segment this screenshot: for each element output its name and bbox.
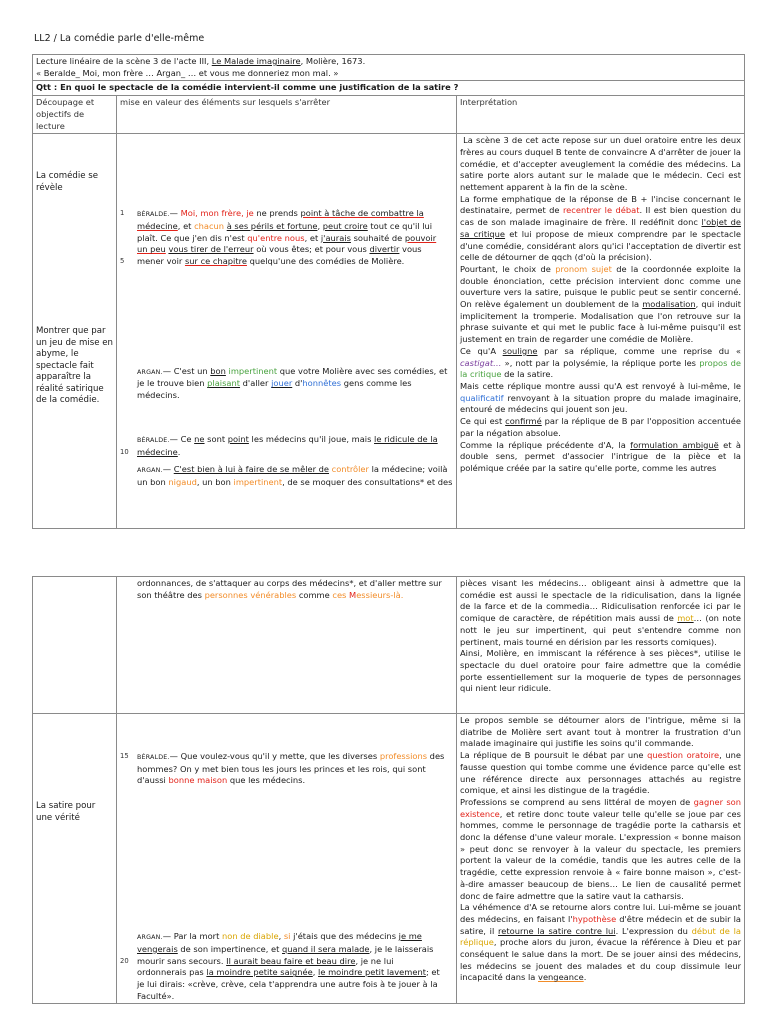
play-text-line <box>120 208 453 221</box>
play-text-fragment: où vous êtes; et pour vous <box>253 244 370 255</box>
play-text-line <box>120 775 453 787</box>
play-text-fragment: , et <box>177 220 195 231</box>
play-text-line <box>120 221 453 233</box>
play-text-fragment: d'aussi <box>137 775 169 786</box>
play-text-line <box>120 434 453 447</box>
play-text-fragment: nigaud <box>168 476 197 487</box>
text-fragment: recentrer le débat <box>562 205 640 216</box>
speaker-name: ARGAN. <box>137 467 163 475</box>
text-column <box>117 714 457 1004</box>
text-fragment: … (on note nott le jeu sur impertinent, qui peut s'entendre comme non pertinent, mais tourné en dérision par les ressorts comiques). <box>460 613 741 647</box>
interp-paragraph <box>460 135 741 194</box>
line-number: 20 <box>120 956 129 965</box>
text-fragment: . L'expression du <box>615 925 692 936</box>
play-text-fragment: contrôler <box>331 464 369 475</box>
play-text-line <box>120 378 453 390</box>
play-text-fragment: Moi, mon frère, je <box>180 208 254 219</box>
play-text-fragment: souhaité de <box>350 232 405 243</box>
play-text-fragment: peut croire <box>322 220 368 231</box>
text-fragment: par la réplique de B par l'opposition accentuée par la négation absolue. <box>460 416 741 438</box>
text-fragment: vengeance <box>538 972 584 983</box>
play-text-line <box>120 751 453 764</box>
play-text-fragment: — <box>162 931 174 942</box>
play-text-fragment: vous <box>399 244 422 255</box>
play-text-line <box>120 944 453 956</box>
interp-paragraph <box>460 578 741 648</box>
section-label-mise-en-abyme: Montrer que par un jeu de mise en abyme, le spectacle fait apparaître la réalité satirique de la comédie. <box>36 326 113 406</box>
text-fragment: Comme la réplique précédente d'A, la <box>460 439 631 450</box>
play-text-fragment: que votre Molière avec ses comédies, et <box>277 365 448 376</box>
play-text-fragment: , <box>317 220 323 231</box>
play-text-fragment: pouvoir <box>404 232 437 243</box>
interp-paragraph <box>460 648 741 695</box>
text-fragment: La réplique de B poursuit le débat par une <box>460 750 648 761</box>
play-text-fragment: — <box>169 433 181 444</box>
reading-table-part-1 <box>32 54 745 529</box>
play-text-line <box>120 991 453 1003</box>
play-text-fragment: je le trouve bien <box>137 378 208 389</box>
play-text-fragment: hommes? On y met bien tous les jours les princes et les rois, qui sont <box>137 763 426 774</box>
play-text-fragment: , et <box>304 232 321 243</box>
play-text-fragment: honnêtes <box>302 378 342 389</box>
play-text-fragment: tout ce qu'il lui <box>367 220 433 231</box>
play-text-fragment: d'aller <box>240 378 272 389</box>
play-text-fragment: de son impertinence, et <box>177 943 283 954</box>
text-fragment: formulation ambiguë <box>630 439 719 450</box>
text-fragment: La forme emphatique de la réponse de B + l'incise concernant le destinataire, permet de <box>460 193 741 216</box>
text-fragment: confirmé <box>505 416 542 427</box>
text-fragment: par sa réplique, comme une reprise du « <box>537 345 741 356</box>
interp-paragraph <box>460 715 741 750</box>
play-text-fragment: mener voir <box>137 256 185 267</box>
play-text-fragment: la médecine; voilà <box>368 464 448 475</box>
play-text-fragment: divertir <box>369 244 400 255</box>
text-fragment: et lui propose de mieux comprendre par le spectacle d'une comédie, considérant alors qu'ici l'acceptation de divertir est celle de détourner de qqch (d'où la précision). <box>460 228 742 263</box>
play-text-fragment: bon <box>210 365 226 376</box>
play-text-fragment: vous tirer de l'erreur <box>168 244 254 255</box>
play-text-fragment: point <box>227 433 249 444</box>
text-fragment: pièces visant les médecins… obligeant ainsi à admettre que la comédie est aussi le spectacle de la ridiculisation, dans la lignée de la farce et de la commedia… Ridiculisation renforcée ici par le comique de caractère, de répétition mais aussi de <box>460 578 741 624</box>
replique-beralde-1 <box>120 208 453 268</box>
play-text-line <box>120 979 453 991</box>
replique-beralde-3 <box>120 751 453 787</box>
text-fragment: renvoyant à la situation propre du malade imaginaire, entouré de médecins qui jouent son jeu. <box>460 392 741 415</box>
play-title: Le Malade imaginaire <box>211 56 301 66</box>
play-text-fragment: comme <box>296 589 333 600</box>
play-text-fragment: ne <box>194 433 205 444</box>
text-fragment: hypothèse <box>572 913 617 924</box>
speaker-name: BÉRALDE. <box>137 754 170 761</box>
play-text-fragment: — <box>169 751 181 761</box>
play-text-fragment: Ce <box>180 433 195 444</box>
play-text-fragment: un bon <box>137 476 169 487</box>
interp-paragraph <box>460 346 741 381</box>
play-text-fragment: bonne maison <box>168 775 228 786</box>
text-fragment: , et retire donc toute valeur telle qu'elle se joue par ces hommes, comme le personnage de tragédie porte la catharsis et donc la défense d'une valeur morale. L'expression « bonne maison » peut donc se renvoyer à la valeur du spectacle, les premiers portent la valeur de la comédie, tandis que les autres celle de la tragédie, cette expression renvoie à « faire bonne maison », c'est-à-dire amasser beaucoup de biens… Le lien de causalité permet donc de faire admettre que la satire vaut la catharsis. <box>460 808 741 901</box>
play-text-fragment: gens comme les <box>341 378 412 389</box>
play-text-fragment: ; et <box>425 967 440 978</box>
play-text-fragment: médecine <box>137 220 178 231</box>
play-text-fragment: , <box>278 931 284 942</box>
play-text-fragment: impertinent <box>233 476 283 487</box>
text-fragment: Professions se comprend au sens littéral de moyen de <box>460 796 694 807</box>
play-text-fragment: sont <box>204 433 228 444</box>
play-text-line <box>120 244 453 256</box>
play-text-fragment: . <box>177 446 181 457</box>
play-text-fragment: impertinent <box>228 365 278 376</box>
play-text-fragment: le moindre petit lavement <box>318 967 426 978</box>
text-fragment: Pourtant, le choix de <box>460 263 556 274</box>
text-fragment: modalisation <box>642 299 696 310</box>
text-fragment: Ce qui est <box>460 416 506 427</box>
play-text-fragment: Faculté». <box>137 990 175 1001</box>
interp-paragraph <box>460 902 741 984</box>
play-text-fragment: la moindre petite saignée <box>206 967 313 978</box>
interp-paragraph <box>460 381 741 416</box>
text-fragment: . Il est bien question du cas de son malade imaginaire de frère. Il redéfinit donc <box>460 205 741 228</box>
play-text-fragment: professions <box>379 751 428 761</box>
play-text-fragment: C'est bien à lui à faire de se mêler de <box>173 464 330 475</box>
speaker-name: BÉRALDE. <box>137 211 170 219</box>
play-text-line <box>120 233 453 245</box>
play-text-fragment: personnes vénérables <box>204 589 297 600</box>
play-text-line <box>120 578 453 590</box>
play-text-line <box>120 967 453 979</box>
play-text-fragment: à ses périls et fortune <box>226 220 318 231</box>
text-fragment: qualificatif <box>460 392 504 403</box>
play-text-fragment: un peu <box>137 244 166 255</box>
text-fragment: souligne <box>502 345 538 356</box>
interp-paragraph <box>460 194 741 264</box>
play-text-line <box>120 764 453 776</box>
text-fragment: , qui induit implicitement la tromperie. Modalisation que l'on retrouve sur la phrase suivante et qui met le public face à lui-même puisqu'il est justement en train de regarder une comédie de Molière. <box>460 299 741 345</box>
play-text-fragment: qu'entre nous <box>247 232 305 243</box>
text-fragment: retourne la satire contre lui <box>498 925 616 936</box>
line-number: 10 <box>120 447 129 456</box>
interpretation-column <box>457 134 745 529</box>
play-text-fragment: quelqu'une des comédies de Molière. <box>246 256 405 267</box>
section-column <box>33 714 117 1004</box>
play-text-fragment: son théâtre des <box>137 589 205 600</box>
text-fragment: « Beralde_ Moi, mon frère … Argan_ … et vous me donneriez mon mal. » <box>36 67 339 78</box>
play-text-fragment: médecins. <box>137 390 180 401</box>
play-text-fragment: , un bon <box>196 476 234 487</box>
play-text-fragment: M <box>349 589 357 600</box>
play-text-fragment: — <box>162 365 174 376</box>
play-text-fragment: des <box>427 751 445 761</box>
interpretation-column <box>457 714 745 1004</box>
replique-argan-2 <box>120 464 453 488</box>
text-column <box>117 577 457 714</box>
play-text-line <box>120 366 453 379</box>
interp-paragraph <box>460 750 741 797</box>
play-text-fragment: plaît. Ce que j'en dis n'est <box>137 232 248 243</box>
play-text-fragment: Que voulez-vous qu'il y mette, que les diverses <box>180 751 380 761</box>
column-header-mise-en-valeur: mise en valeur des éléments sur lesquels s'arrêter <box>117 96 457 134</box>
text-fragment: propos de la critique <box>460 357 741 380</box>
reading-table-part-2 <box>32 576 745 1004</box>
text-fragment: », nott par la polysémie, la réplique porte les <box>501 357 700 368</box>
speaker-name: ARGAN. <box>137 368 163 376</box>
play-text-fragment: j'aurais <box>320 232 351 243</box>
play-text-fragment: C'est un <box>173 365 211 376</box>
play-text-fragment: Il aurait beau faire et beau dire <box>226 955 356 966</box>
play-text-fragment: je me <box>398 931 422 942</box>
interp-paragraph <box>460 797 741 902</box>
interp-paragraph <box>460 416 741 439</box>
interpretation-column <box>457 577 745 714</box>
play-text-fragment: , je le laisserais <box>369 943 434 954</box>
text-fragment: Le propos semble se détourner alors de l'intrigue, même si la diatribe de Molière sert avant tout à montrer la frustration d'un malade imaginaire qui justifie les soins qu'il commande. <box>460 715 741 749</box>
play-text-fragment: — <box>169 208 181 219</box>
play-text-fragment: médecine <box>137 446 178 457</box>
section-label-comedie-se-revele: La comédie se révèle <box>36 171 99 193</box>
play-text-fragment: je lui dirais: «crève, crève, cela t'apprendra une autre fois à te jouer à la <box>137 978 438 989</box>
section-column <box>33 577 117 714</box>
play-text-fragment: Par la mort <box>173 931 222 942</box>
text-fragment: pronom sujet <box>555 263 612 274</box>
text-fragment: . <box>583 972 587 983</box>
text-fragment: début de la réplique <box>460 925 742 948</box>
text-fragment: castigat… <box>460 357 502 368</box>
play-text-fragment: — <box>162 464 174 475</box>
play-text-fragment: , de se moquer des consultations* et des <box>282 476 453 487</box>
play-text-fragment: le ridicule de la <box>374 433 438 444</box>
section-column <box>33 134 117 529</box>
play-text-fragment: que les médecins. <box>227 775 306 786</box>
play-text-line <box>120 390 453 402</box>
line-number: 15 <box>120 752 129 760</box>
text-fragment: Ce qu'A <box>460 345 503 356</box>
play-text-fragment: plaisant <box>207 378 241 389</box>
text-fragment: , Molière, 1673. <box>300 56 366 66</box>
line-number: 5 <box>120 257 125 266</box>
replique-argan-3 <box>120 931 453 1002</box>
text-fragment: et à double sens, permet d'associer l'intrigue de la pièce et la polémique créée par la satire qu'elle porte, comme les autres <box>460 439 741 473</box>
play-text-fragment: sur ce chapitre <box>184 256 247 267</box>
play-text-line <box>120 590 453 602</box>
play-text-fragment: mourir sans secours. <box>137 955 227 966</box>
section-label-satire-verite: La satire pour une vérité <box>36 801 96 823</box>
play-text-line <box>120 931 453 944</box>
text-fragment: de la coordonnée exploite la double énonciation, cette précision intervient donc comme une ouverture vers la satire, puisque le public peut se sentir concerné. On relève également un doublement de la <box>460 263 741 310</box>
speaker-name: BÉRALDE. <box>137 436 170 444</box>
text-fragment: La véhémence d'A se retourne alors contre lui. Lui-même se jouant des médecins, en faisant l' <box>460 902 741 924</box>
play-text-line <box>120 464 453 477</box>
replique-beralde-2 <box>120 434 453 458</box>
column-header-decoupage: Découpage et objectifs de lecture <box>33 96 117 134</box>
play-text-fragment: essieurs-là. <box>356 589 404 600</box>
page-title: LL2 / La comédie parle d'elle-même <box>34 33 205 44</box>
play-text-line <box>120 477 453 489</box>
table-header-title <box>33 55 745 81</box>
text-fragment: mot <box>677 613 694 624</box>
play-text-fragment: les médecins qu'il joue, mais <box>248 433 375 444</box>
text-fragment: Ainsi, Molière, en immiscant la référence à ses pièces*, utilise le spectacle du duel oratoire pour faire admettre que la comédie porte essentiellement sur la moquerie de types de personnages qui nient leur ridicule. <box>460 648 741 694</box>
interp-paragraph <box>460 264 741 346</box>
play-text-fragment: jouer <box>271 378 293 389</box>
text-fragment: de la satire. <box>501 369 554 380</box>
play-text-fragment: , <box>312 967 319 978</box>
play-text-fragment: ordonnances, de s'attaquer au corps des médecins*, et d'aller mettre sur <box>137 578 442 588</box>
replique-argan-2-suite <box>120 578 453 601</box>
text-column <box>117 134 457 529</box>
play-text-fragment: d' <box>292 378 303 389</box>
interp-paragraph <box>460 440 741 475</box>
text-fragment: Mais cette réplique montre aussi qu'A est renvoyé à lui-même, le <box>460 380 741 391</box>
play-text-fragment: point à tâche de combattre la <box>300 208 424 219</box>
text-fragment: , proche alors du juron, évacue la référence à Dieu et par conséquent le salue dans la mort. De se jouer ainsi des médecins, les médecins se jouent des malades et du coup dissimule leur incapacité dans la <box>460 937 741 983</box>
speaker-name: ARGAN. <box>137 934 163 942</box>
text-fragment: Lecture linéaire de la scène 3 de l'acte III, <box>36 56 212 66</box>
text-fragment: d'être médecin et de subir la satire, il <box>460 913 741 936</box>
play-text-fragment: ces <box>332 589 350 600</box>
play-text-fragment: chacun <box>194 220 225 231</box>
play-text-fragment: , je ne lui <box>355 955 394 966</box>
play-text-line <box>120 956 453 968</box>
text-fragment: question oratoire <box>647 750 720 761</box>
text-fragment: gagner son existence <box>460 796 741 819</box>
column-header-interpretation: Interprétation <box>457 96 745 134</box>
line-number: 1 <box>120 209 125 218</box>
play-text-fragment: j'étais que des médecins <box>290 931 399 942</box>
play-text-line <box>120 256 453 268</box>
play-text-fragment: ne prends <box>253 208 301 219</box>
text-fragment: l'objet de sa critique <box>460 217 741 239</box>
play-text-fragment: non de diable <box>221 931 279 942</box>
problematic-question: Qtt : En quoi le spectacle de la comédie intervient-il comme une justification de la satire ? <box>33 81 745 96</box>
replique-argan-1 <box>120 366 453 402</box>
play-text-fragment: quand il sera malade <box>282 943 370 954</box>
play-text-fragment: ordonnerais pas <box>137 967 207 978</box>
text-fragment: La scène 3 de cet acte repose sur un duel oratoire entre les deux frères au cours duquel B tente de convaincre A d'arrêter de jouer la comédie, et d'accepter aveuglement la comédie des médecins. La satire porte alors autant sur le malade que le médecin. Ceci est nettement apparent à la fin de la scène. <box>460 135 741 193</box>
play-text-fragment: si <box>283 931 291 942</box>
play-text-fragment: vengerais <box>137 943 178 954</box>
text-fragment: , une fausse question qui tombe comme une évidence parce qu'elle est une référence directe aux personnages attachés au registre comique, et ainsi les distingue de la tragédie. <box>460 750 742 796</box>
play-text-line <box>120 447 453 459</box>
